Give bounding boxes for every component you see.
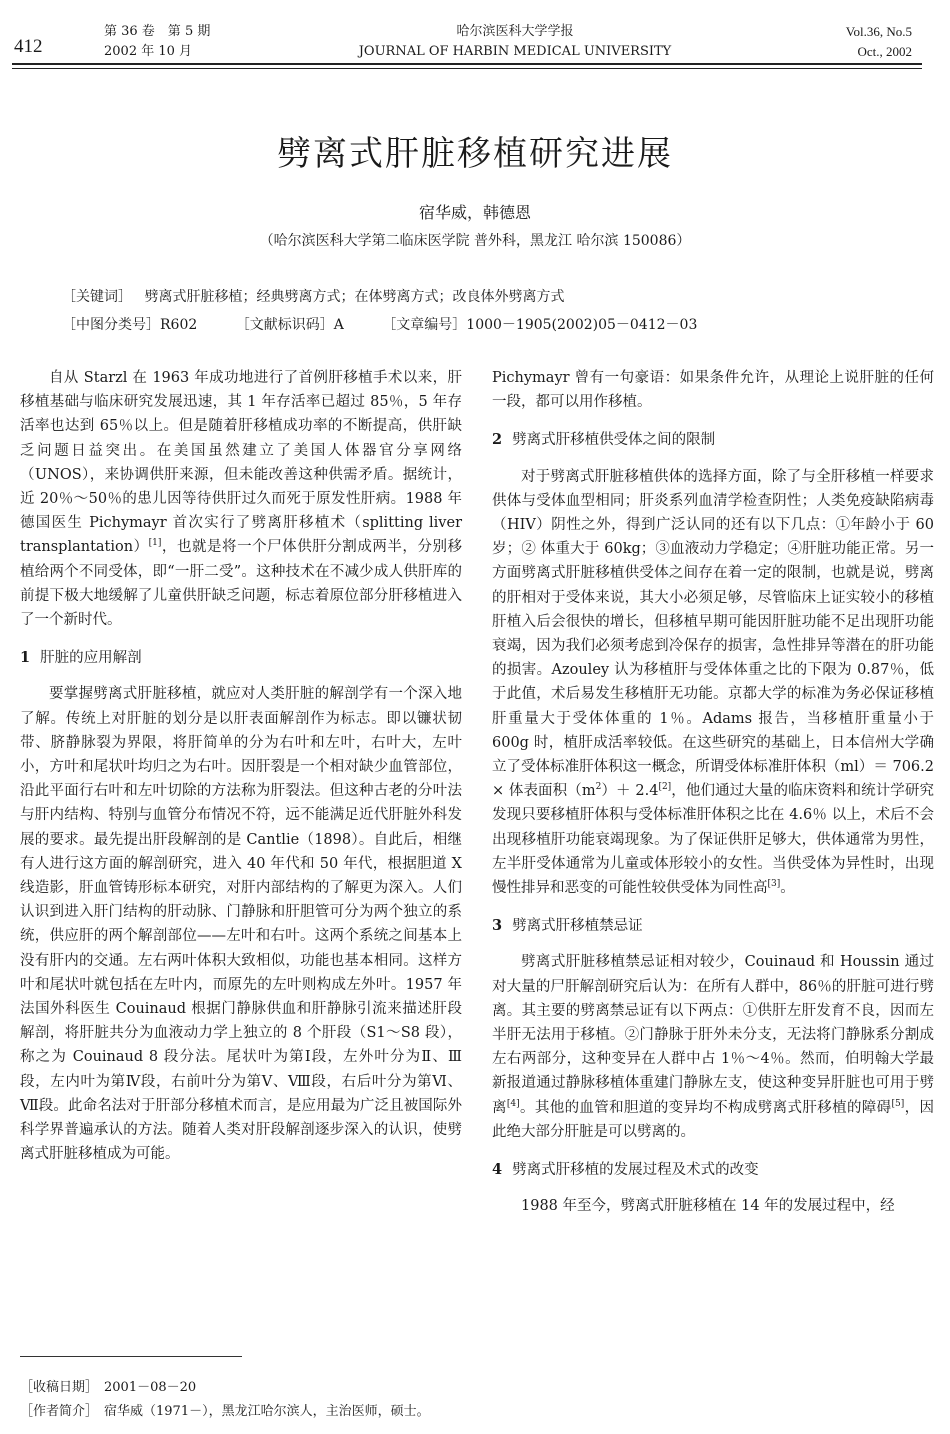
journal-cn: 哈尔滨医科大学学报 <box>456 24 574 39</box>
section-3-paragraph: 劈离式肝脏移植禁忌证相对较少，Couinaud 和 Houssin 通过对大量的尸肝解剖研究后认为：在所有人群中，86％的肝脏可进行劈离。其主要的劈离禁忌证有以下两点：①供肝左肝发育不良，因而左半肝无法用于移植。②门静脉于肝外未分支，无法将门静脉系分割成左右两部分，这种变异在人群中占 1％～4％。然而，伯明翰大学最新报道通过静脉移植体重建门静脉左支，使这种变异肝脏也可用于劈离[4]。其他的血管和胆道的变异均不构成劈离式肝移植的障碍[5]，因此绝大部分肝脏是可以劈离的。 <box>492 954 935 1140</box>
ref-1: [1] <box>148 538 162 549</box>
continued-paragraph: Pichymayr 曾有一句豪语：如果条件允许，从理论上说肝脏的任何一段，都可以用作移植。 <box>492 370 934 411</box>
intro-paragraph: 自从 Starzl 在 1963 年成功地进行了首例肝移植手术以来，肝移植基础与临床研究发展迅速，其 1 年存活率已超过 85％，5 年存活率也达到 65％以上。但是随着肝移植成功率的不断提高，供肝缺乏问题日益突出。在美国虽然建立了美国人体器官分享网络（UNOS），来协调供肝来源，但未能改善这种供需矛盾。据统计，近 20％～50％的患儿因等待供肝过久而死于原发性肝病。1988 年德国医生 Pichymayr 首次实行了劈离肝移植术（splitting liver transplantation）[1]，也就是将一个尸体供肝分割成两半，分别移植给两个不同受体，即“一肝二受”。这种技术在不减少成人供肝库的前提下极大地缓解了儿童供肝缺乏问题，标志着原位部分肝移植进入了一个新时代。 <box>20 370 463 629</box>
left-column <box>20 366 462 1167</box>
date-cn: 2002 年 10 月 <box>104 44 193 59</box>
footnote-received: ［收稿日期］ 2001－08－20 <box>20 1380 197 1395</box>
footnote-author: ［作者简介］ 宿华威（1971－），黑龙江哈尔滨人，主治医师，硕士。 <box>20 1404 430 1419</box>
authors: 宿华威，韩德恩 <box>418 203 531 222</box>
section-2-heading: 2 劈离式肝移植供受体之间的限制 <box>492 431 716 449</box>
keywords-line <box>62 286 564 306</box>
journal-en: JOURNAL OF HARBIN MEDICAL UNIVERSITY <box>358 44 672 59</box>
header-center <box>300 22 730 62</box>
article-no-label: ［文章编号］ <box>382 317 467 333</box>
doc-code: A <box>333 317 344 333</box>
section-3-heading: 3 劈离式肝移植禁忌证 <box>492 917 643 935</box>
footnote-rule <box>20 1356 242 1357</box>
clc-code: R602 <box>160 317 198 333</box>
doc-code-label: ［文献标识码］ <box>235 317 334 333</box>
section-1-heading: 1 肝脏的应用解剖 <box>20 649 142 667</box>
section-4-paragraph: 1988 年至今，劈离式肝脏移植在 14 年的发展过程中，经 <box>521 1198 895 1215</box>
header-rule <box>12 63 922 69</box>
section-4-heading: 4 劈离式肝移植的发展过程及术式的改变 <box>492 1161 759 1179</box>
right-column <box>492 366 934 1219</box>
article-title: 劈离式肝脏移植研究进展 <box>277 134 673 174</box>
volume-en: Vol.36, No.5 <box>845 24 912 39</box>
article-no: 1000－1905(2002)05－0412－03 <box>466 317 698 333</box>
affiliation: （哈尔滨医科大学第二临床医学院 普外科，黑龙江 哈尔滨 150086） <box>259 233 691 249</box>
keywords-label: ［关键词］ <box>62 289 132 305</box>
page-number: 412 <box>14 36 43 57</box>
ref-2: [2] <box>658 782 672 793</box>
clc-label: ［中图分类号］ <box>62 317 160 333</box>
ref-4: [4] <box>506 1098 520 1109</box>
running-header <box>0 0 950 68</box>
header-left <box>104 22 210 62</box>
header-right <box>846 22 912 62</box>
section-2-paragraph: 对于劈离式肝脏移植供体的选择方面，除了与全肝移植一样要求供体与受体血型相同；肝炎系列血清学检查阴性；人类免疫缺陷病毒（HIV）阴性之外，得到广泛认同的还有以下几点：①年龄小于 60 岁；② 体重大于 60kg；③血液动力学稳定；④肝脏功能正常。另一方面劈离式肝脏移植供受体之间存在着一定的限制，也就是说，劈离的肝相对于受体来说，其大小必须足够，尽管临床上证实较小的移植肝植入后会很快的增长，但移植早期可能因肝脏功能不足出现肝功能衰竭，因为我们必须考虑到冷保存的损害，急性排异等潜在的肝功能的损害。Azouley 认为移植肝与受体体重之比的下限为 0.87％，低于此值，术后易发生移植肝无功能。京都大学的标准为务必保证移植肝重量大于受体体重的 1％。Adams 报告，当移植肝重量小于 600g 时，植肝成活率较低。在这些研究的基础上，日本信州大学确立了受体标准肝体积这一概念，所谓受体标准肝体积（ml）＝ 706.2 × 体表面积$(m^2)+ 2.4[2]$，他们通过大量的临床资料和统计学研究发现只要移植肝体积与受体标准肝体积之比在 4.6％ 以上，术后不会出现移植肝功能衰竭现象。为了保证供肝足够大，供体通常为男性，左半肝受体通常为儿童或体形较小的女性。当供受体为异性时，出现慢性排异和恶变的可能性较供受体为同性高[3]。 <box>492 468 935 897</box>
date-en: Oct., 2002 <box>857 44 912 59</box>
ref-3: [3] <box>767 879 781 890</box>
keywords: 劈离式肝脏移植；经典劈离方式；在体劈离方式；改良体外劈离方式 <box>144 289 565 305</box>
volume-cn: 第 36 卷 第 5 期 <box>104 24 211 39</box>
ref-5: [5] <box>891 1098 905 1109</box>
section-1-paragraph: 要掌握劈离式肝脏移植，就应对人类肝脏的解剖学有一个深入地了解。传统上对肝脏的划分是以肝表面解剖作为标志。即以镰状韧带、脐静脉裂为界限，将肝简单的分为右叶和左叶，右叶大，左叶小，方叶和尾状叶均归之为右叶。因肝裂是一个相对缺少血管部位，沿此平面行右叶和左叶切除的方法称为肝裂法。但这种古老的分叶法与肝内结构、特别与血管分布情况不符，远不能满足近代肝脏外科发展的要求。最先提出肝段解剖的是 Cantlie（1898）。自此后，相继有人进行这方面的解剖研究，进入 40 年代和 50 年代，根据胆道 X 线造影，肝血管铸形标本研究，对肝内部结构的了解更为深入。人们认识到进入肝门结构的肝动脉、门静脉和肝胆管可分为两个独立的系统，供应肝的两个解剖部位——左叶和右叶。这两个系统之间基本上没有肝内的交通。左右两叶体积大致相似，功能也基本相同。这样方叶和尾状叶就包括在左叶内，而原先的左叶则构成左外叶。1957 年法国外科医生 Couinaud 根据门静脉供血和肝静脉引流来描述肝段解剖，将肝脏共分为血液动力学上独立的 8 个肝段（S1～S8 段），称之为 Couinaud 8 段分法。尾状叶为第Ⅰ段，左外叶分为Ⅱ、Ⅲ段，左内叶为第Ⅳ段，右前叶分为第Ⅴ、Ⅷ段，右后叶分为第Ⅵ、Ⅶ段。此命名法对于肝部分移植术而言，是应用最为广泛且被国际外科学界普遍承认的方法。随着人类对肝段解剖逐步深入的认识，使劈离式肝脏移植成为可能。 <box>20 686 462 1163</box>
classification-line <box>62 314 731 334</box>
